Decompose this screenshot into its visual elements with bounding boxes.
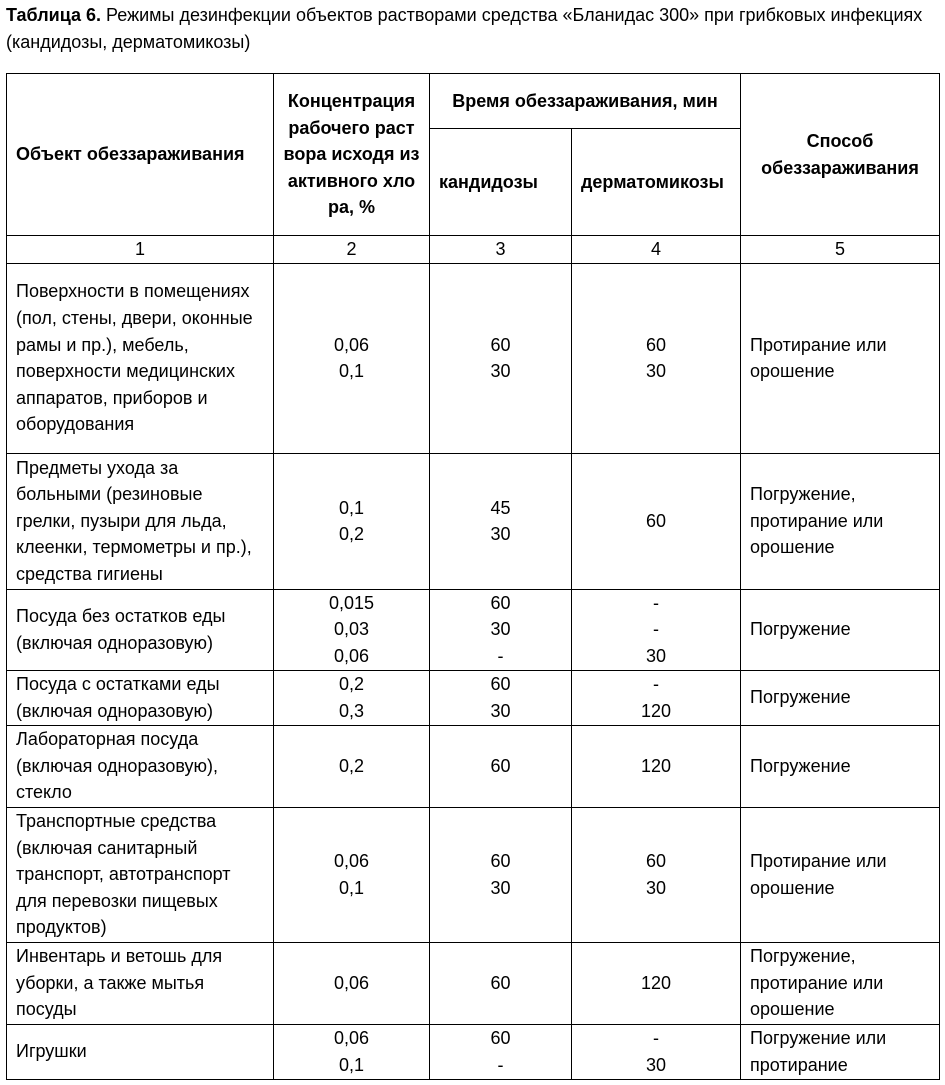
table-row	[7, 589, 940, 670]
table-row	[7, 670, 940, 725]
header-object: Объект обеззараживания	[7, 74, 274, 236]
header-method: Способ обеззараживания	[741, 74, 940, 236]
concentration-cell: 0,015 0,03 0,06	[274, 589, 430, 670]
column-number: 4	[572, 236, 741, 264]
object-cell: Игрушки	[7, 1024, 274, 1079]
dermatomycosis-cell: 60 30	[572, 807, 741, 942]
dermatomycosis-cell: 120	[572, 942, 741, 1024]
table-row	[7, 1024, 940, 1079]
candidosis-cell: 60 -	[430, 1024, 572, 1079]
concentration-cell: 0,2	[274, 725, 430, 807]
method-cell: Погружение	[741, 589, 940, 670]
dermatomycosis-cell: - 120	[572, 670, 741, 725]
method-cell: Погружение или протирание	[741, 1024, 940, 1079]
object-cell: Предметы ухода за больными (резиновые грелки, пузыри для льда, клеенки, термометры и пр.), средства гигиены	[7, 453, 274, 589]
method-cell: Погружение, протирание или орошение	[741, 453, 940, 589]
candidosis-cell: 60 30	[430, 807, 572, 942]
dermatomycosis-cell: 120	[572, 725, 741, 807]
concentration-cell: 0,1 0,2	[274, 453, 430, 589]
header-candidosis: кандидозы	[430, 129, 572, 236]
disinfection-table	[6, 73, 940, 1080]
candidosis-cell: 60	[430, 942, 572, 1024]
caption-label: Таблица 6.	[6, 5, 102, 25]
object-cell: Инвентарь и ветошь для уборки, а также мытья посуды	[7, 942, 274, 1024]
header-time: Время обеззараживания, мин	[430, 74, 741, 129]
dermatomycosis-cell: - - 30	[572, 589, 741, 670]
column-numbers-row	[7, 236, 940, 264]
table-row	[7, 263, 940, 453]
dermatomycosis-cell: - 30	[572, 1024, 741, 1079]
candidosis-cell: 60 30	[430, 670, 572, 725]
column-number: 5	[741, 236, 940, 264]
table-row	[7, 807, 940, 942]
candidosis-cell: 60 30 -	[430, 589, 572, 670]
concentration-cell: 0,06 0,1	[274, 1024, 430, 1079]
candidosis-cell: 45 30	[430, 453, 572, 589]
candidosis-cell: 60	[430, 725, 572, 807]
object-cell: Посуда без остатков еды (включая одноразовую)	[7, 589, 274, 670]
table-row	[7, 942, 940, 1024]
dermatomycosis-cell: 60	[572, 453, 741, 589]
concentration-cell: 0,06 0,1	[274, 807, 430, 942]
table-caption	[6, 2, 936, 56]
header-concentration: Концентрация рабочего раствора исходя из активного хлора, %	[274, 74, 430, 236]
method-cell: Погружение	[741, 670, 940, 725]
object-cell: Поверхности в помещениях (пол, стены, двери, оконные рамы и пр.), мебель, поверхности медицинских аппаратов, приборов и оборудования	[7, 263, 274, 453]
dermatomycosis-cell: 60 30	[572, 263, 741, 453]
caption-text: Режимы дезинфекции объектов растворами средства «Бланидас 300» при грибковых инфекциях (кандидозы, дерматомикозы)	[6, 5, 923, 52]
table-row	[7, 453, 940, 589]
column-number: 2	[274, 236, 430, 264]
method-cell: Протирание или орошение	[741, 807, 940, 942]
column-number: 3	[430, 236, 572, 264]
candidosis-cell: 60 30	[430, 263, 572, 453]
object-cell: Посуда с остатками еды (включая одноразовую)	[7, 670, 274, 725]
header-dermatomycosis: дерматомикозы	[572, 129, 741, 236]
table-row	[7, 725, 940, 807]
concentration-cell: 0,2 0,3	[274, 670, 430, 725]
method-cell: Протирание или орошение	[741, 263, 940, 453]
concentration-cell: 0,06	[274, 942, 430, 1024]
object-cell: Лабораторная посуда (включая одноразовую), стекло	[7, 725, 274, 807]
method-cell: Погружение	[741, 725, 940, 807]
object-cell: Транспортные средства (включая санитарный транспорт, автотранспорт для перевозки пищевых продуктов)	[7, 807, 274, 942]
method-cell: Погружение, протирание или орошение	[741, 942, 940, 1024]
column-number: 1	[7, 236, 274, 264]
concentration-cell: 0,06 0,1	[274, 263, 430, 453]
